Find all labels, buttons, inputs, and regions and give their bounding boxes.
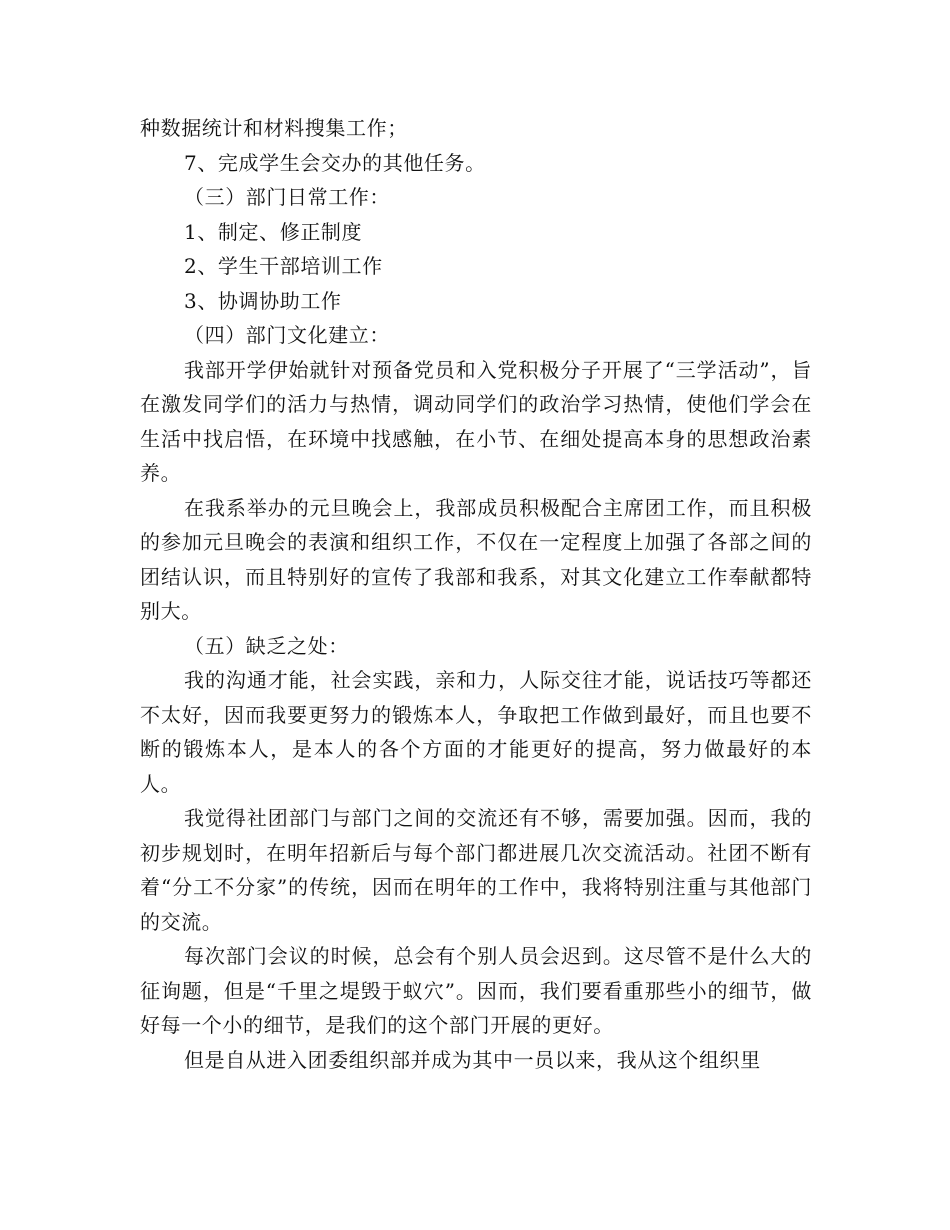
body-paragraph: 在我系举办的元旦晚会上，我部成员积极配合主席团工作，而且积极的参加元旦晚会的表演和组织工作，不仅在一定程度上加强了各部之间的团结认识，而且特别好的宣传了我部和我系，对其文化建立工作奉献都特别大。 [140, 495, 812, 623]
list-item-2: 2、学生干部培训工作 [184, 254, 383, 278]
section-heading-4: （四）部门文化建立： [184, 323, 390, 347]
list-item-7: 7、完成学生会交办的其他任务。 [184, 150, 486, 175]
section-heading-5: （五）缺乏之处： [184, 633, 349, 658]
body-paragraph: 我部开学伊始就针对预备党员和入党积极分子开展了“三学活动”，旨在激发同学们的活力与热情，调动同学们的政治学习热情，使他们学会在生活中找启悟，在环境中找感触，在小节、在细处提高本身的思想政治素养。 [140, 357, 812, 485]
body-paragraph: 但是自从进入团委组织部并成为其中一员以来，我从这个组织里 [184, 1047, 761, 1072]
body-paragraph: 我觉得社团部门与部门之间的交流还有不够，需要加强。因而，我的初步规划时，在明年招新后与每个部门都进展几次交流活动。社团不断有着“分工不分家”的传统，因而在明年的工作中，我将特别注重与其他部门的交流。 [140, 806, 812, 934]
list-item-3: 3、协调协助工作 [184, 288, 342, 313]
body-paragraph: 我的沟通才能，社会实践，亲和力，人际交往才能，说话技巧等都还不太好，因而我要更努力的锻炼本人，争取把工作做到最好，而且也要不断的锻炼本人，是本人的各个方面的才能更好的提高，努力做最好的本人。 [140, 668, 812, 796]
list-item-1: 1、制定、修正制度 [184, 219, 363, 244]
body-paragraph: 每次部门会议的时候，总会有个别人员会迟到。这尽管不是什么大的征询题，但是“千里之堤毁于蚁穴”。因而，我们要看重那些小的细节，做好每一个小的细节，是我们的这个部门开展的更好。 [140, 944, 812, 1037]
document-body [140, 111, 812, 1077]
paragraph-continuation: 种数据统计和材料搜集工作； [140, 116, 408, 140]
section-heading-3: （三）部门日常工作： [184, 185, 390, 209]
